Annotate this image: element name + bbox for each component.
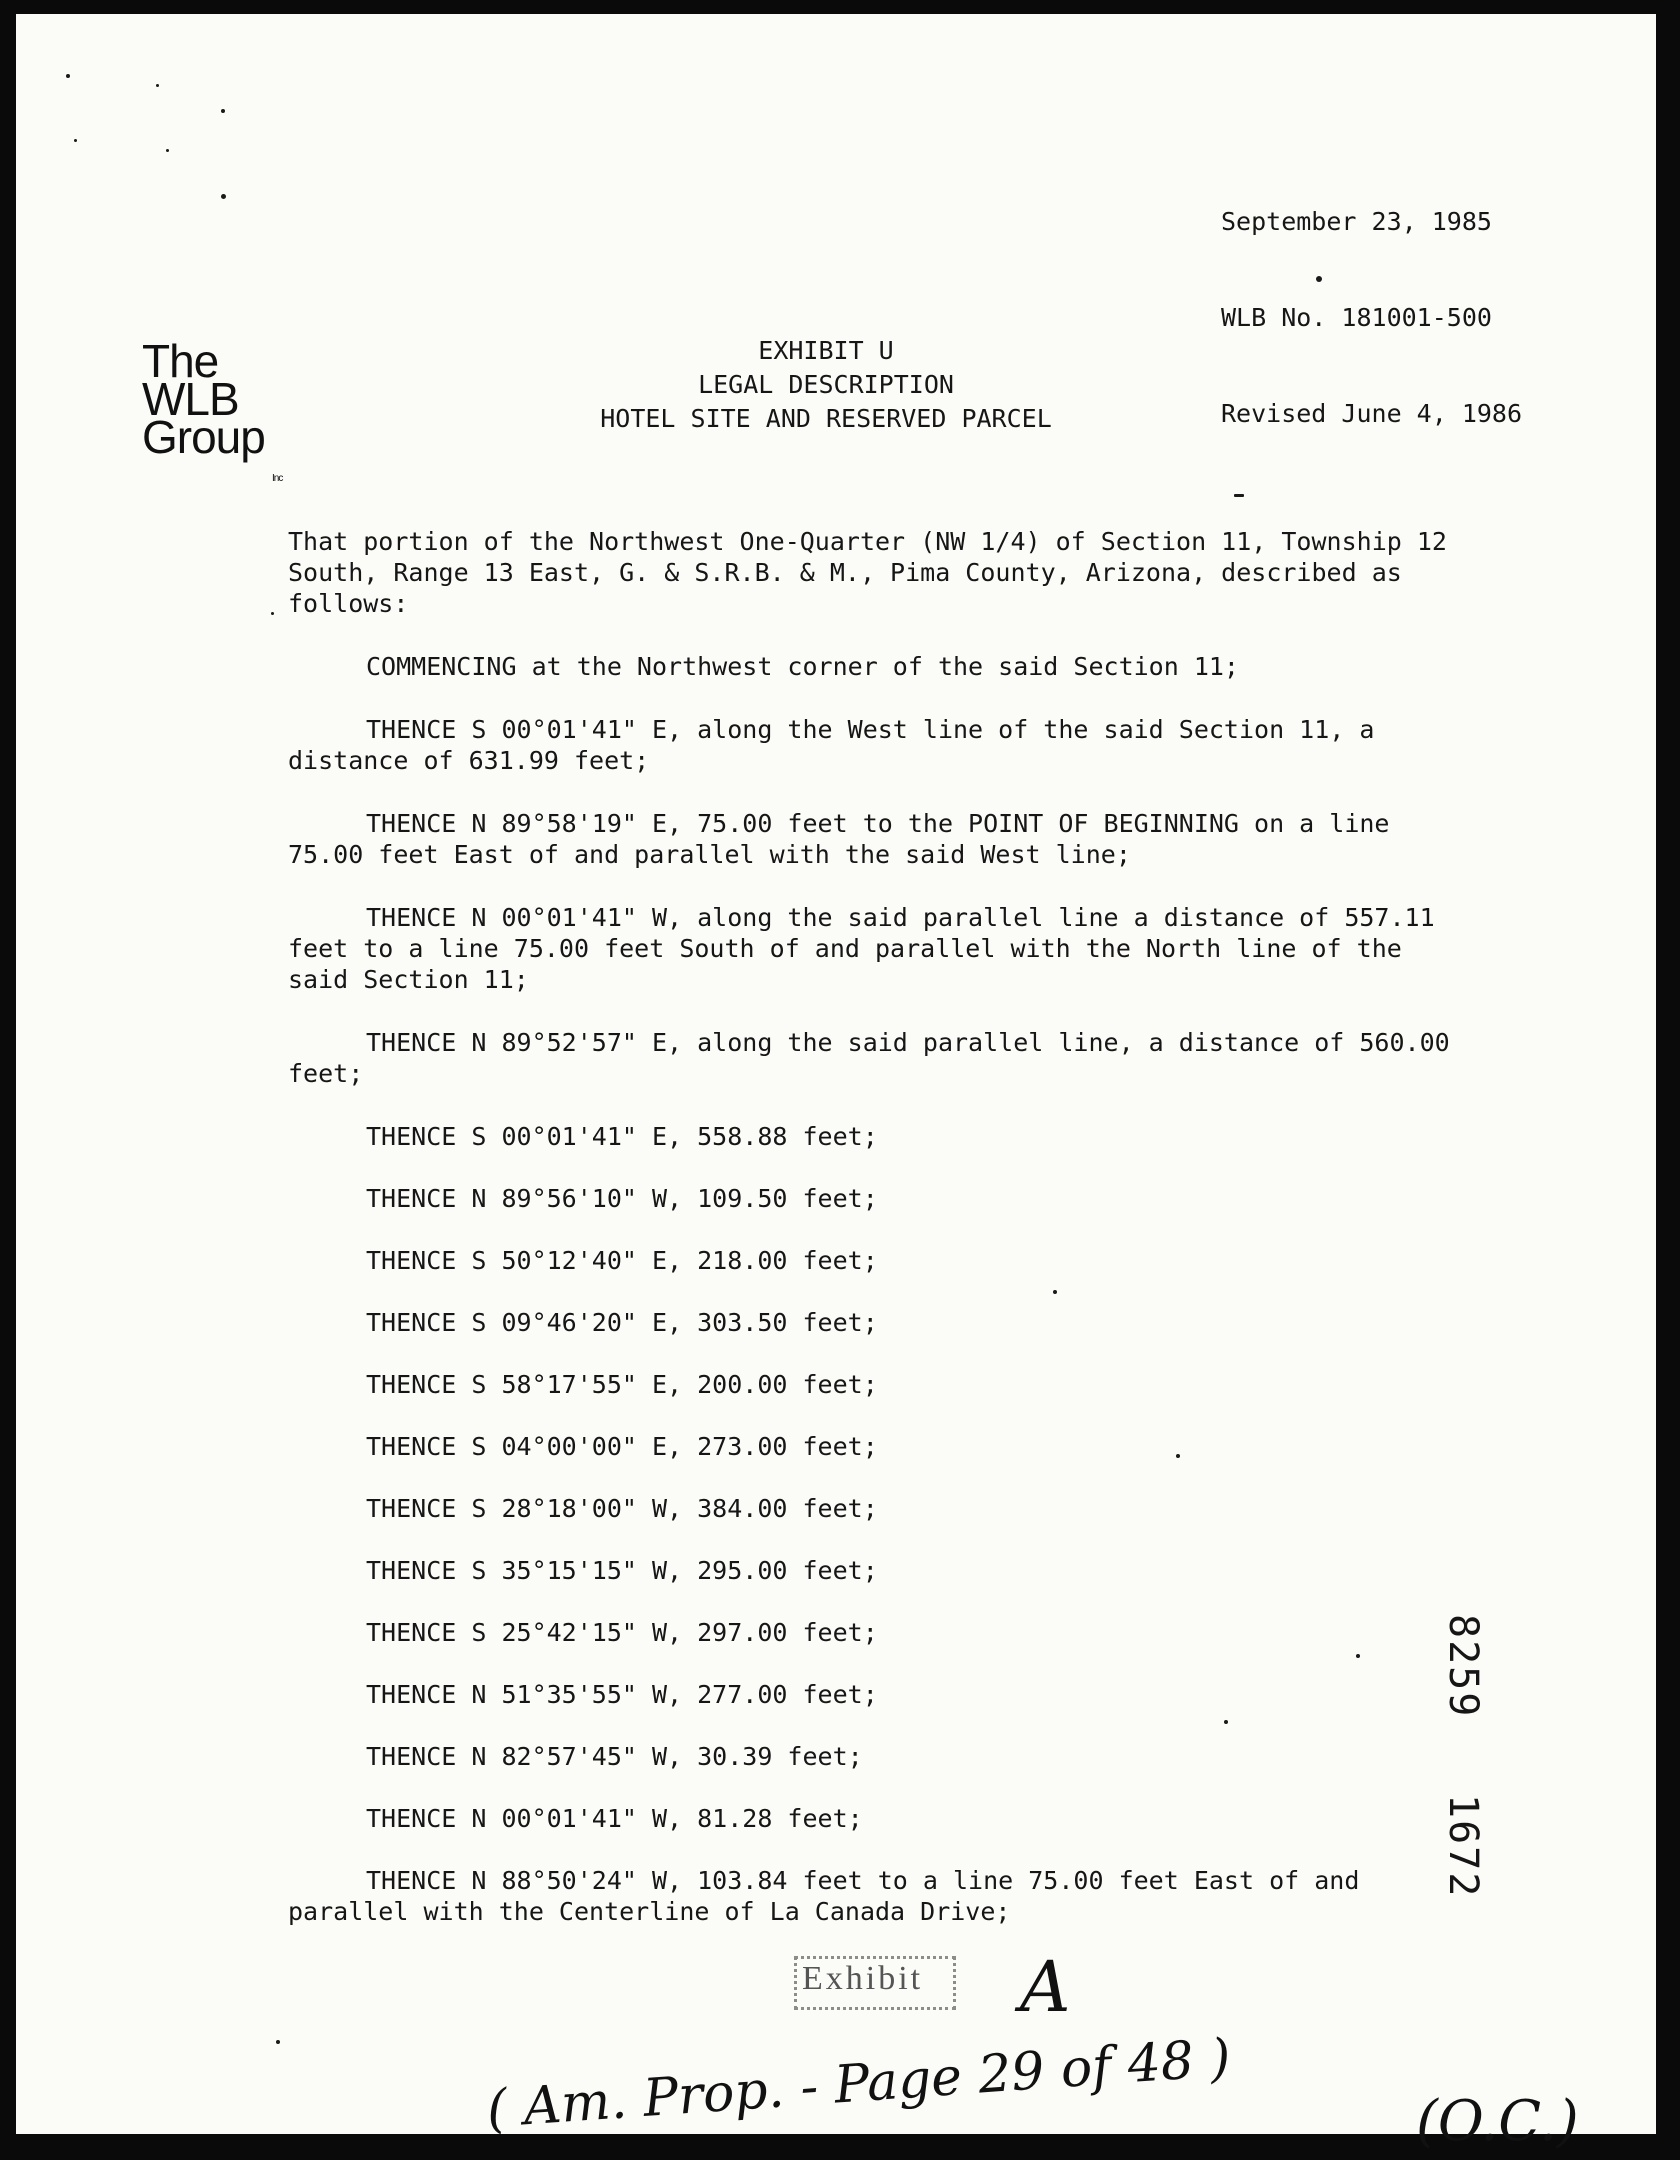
scan-speck — [166, 149, 169, 152]
logo-line-2: WLB — [142, 373, 239, 425]
course-call: THENCE S 00°01'41" E, 558.88 feet; — [366, 1122, 878, 1151]
intro-paragraph: That portion of the Northwest One-Quarter (NW 1/4) of Section 11, Township 12 South, Range 13 East, G. & S.R.B. & M., Pima County, Arizona, described as follows: — [288, 527, 1463, 618]
corner-handwriting: (O.C.) — [1416, 2089, 1579, 2154]
course-paragraph: THENCE N 89°52'57" E, along the said parallel line, a distance of 560.00 feet; — [288, 1028, 1465, 1088]
course-paragraph: THENCE S 00°01'41" E, along the West line of the said Section 11, a distance of 631.99 feet; — [288, 715, 1390, 775]
revised-date: Revised June 4, 1986 — [1221, 399, 1523, 428]
logo-line-3: Group — [142, 411, 265, 463]
course-call: THENCE S 09°46'20" E, 303.50 feet; — [366, 1308, 878, 1337]
page-number: 1672 — [1440, 1794, 1486, 1899]
scan-speck — [221, 109, 225, 113]
handwritten-page-note: ( Am. Prop. - Page 29 of 48 ) — [484, 2028, 1233, 2140]
scan-speck — [66, 74, 70, 78]
course-paragraph: THENCE N 00°01'41" W, along the said parallel line a distance of 557.11 feet to a line 75.00 feet South of and parallel with the North line of the said Section 11; — [288, 903, 1450, 994]
docket-stamp — [1440, 1614, 1504, 1914]
course-paragraph: THENCE N 89°58'19" E, 75.00 feet to the POINT OF BEGINNING on a line 75.00 feet East of and parallel with the said West line; — [288, 809, 1405, 869]
exhibit-label: EXHIBIT U — [758, 336, 894, 365]
handwritten-letter: A — [1020, 1946, 1071, 2028]
legal-description-body — [288, 526, 1468, 1959]
docket-number: 8259 — [1440, 1614, 1486, 1719]
logo-line-1: The — [142, 335, 219, 387]
logo-mark: Inc — [272, 473, 283, 484]
exhibit-stamp — [794, 1946, 994, 2026]
exhibit-title — [456, 334, 1196, 436]
document-date: September 23, 1985 — [1221, 207, 1492, 236]
stamp-text: Exhibit — [802, 1960, 924, 1997]
final-course-paragraph: THENCE N 88°50'24" W, 103.84 feet to a line 75.00 feet East of and parallel with the Centerline of La Canada Drive; — [288, 1866, 1375, 1926]
scan-speck — [276, 2040, 280, 2044]
course-call: THENCE S 04°00'00" E, 273.00 feet; — [366, 1432, 878, 1461]
scan-speck — [1234, 494, 1244, 497]
document-header — [1221, 142, 1522, 494]
course-call: THENCE N 82°57'45" W, 30.39 feet; — [366, 1742, 863, 1771]
course-call: THENCE N 89°56'10" W, 109.50 feet; — [366, 1184, 878, 1213]
wlb-number: WLB No. 181001-500 — [1221, 303, 1492, 332]
document-page — [16, 14, 1656, 2154]
course-call: THENCE N 00°01'41" W, 81.28 feet; — [366, 1804, 863, 1833]
course-call: THENCE S 25°42'15" W, 297.00 feet; — [366, 1618, 878, 1647]
legal-description-label: LEGAL DESCRIPTION — [698, 370, 954, 399]
course-call: THENCE S 35°15'15" W, 295.00 feet; — [366, 1556, 878, 1585]
course-call: THENCE S 58°17'55" E, 200.00 feet; — [366, 1370, 878, 1399]
scan-speck — [221, 194, 226, 199]
scan-speck — [156, 84, 159, 87]
scan-speck — [271, 612, 274, 615]
scan-speck — [74, 139, 77, 142]
course-call: THENCE S 50°12'40" E, 218.00 feet; — [366, 1246, 878, 1275]
course-call: THENCE S 28°18'00" W, 384.00 feet; — [366, 1494, 878, 1523]
course-call: THENCE N 51°35'55" W, 277.00 feet; — [366, 1680, 878, 1709]
wlb-group-logo — [142, 335, 283, 484]
commencing-paragraph: COMMENCING at the Northwest corner of the said Section 11; — [366, 652, 1239, 681]
parcel-label: HOTEL SITE AND RESERVED PARCEL — [600, 404, 1052, 433]
